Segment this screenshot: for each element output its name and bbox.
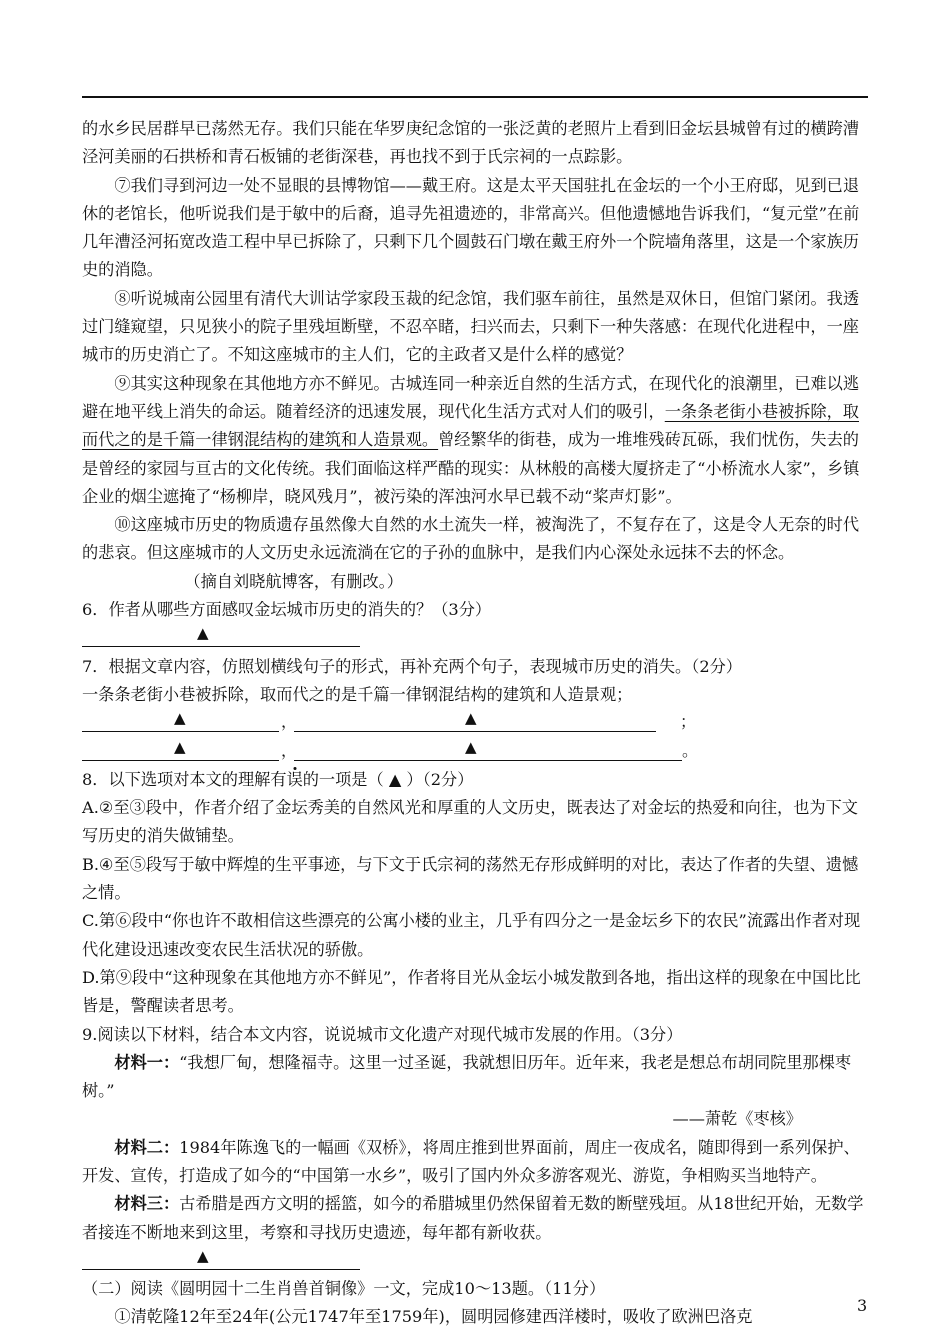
material-1-label: 材料一：	[114, 1052, 180, 1072]
material-1	[82, 1049, 872, 1134]
material-2-label: 材料二：	[114, 1137, 180, 1157]
period-separator: 。	[682, 740, 699, 760]
triangle-marker: ▲	[465, 709, 477, 728]
answer-blank[interactable]	[294, 738, 682, 761]
answer-line-q9[interactable]	[82, 1247, 872, 1275]
paragraph-9	[82, 370, 872, 511]
emphasis-char: 误	[286, 769, 303, 789]
paragraph-continued: 的水乡民居群早已荡然无存。我们只能在华罗庚纪念馆的一张泛黄的老照片上看到旧金坛县城曾有过的横跨漕泾河美丽的石拱桥和青石板铺的老街深巷，再也找不到于氏宗祠的一点踪影。	[82, 119, 859, 167]
question-6: 6．作者从哪些方面感叹金坛城市历史的消失的？（3分）	[82, 600, 492, 620]
triangle-marker: ▲	[197, 624, 209, 643]
triangle-marker: ▲	[197, 1246, 209, 1265]
paragraph-9-start: ⑨其实这种现象在其他地方亦不鲜见。古城连同一种亲近自然的生活方式，在现代化的浪潮里，已难以逃避在地平线上消失的命运。随着经济的迅速发展，现代化生活方式对人们的吸引，	[82, 373, 860, 421]
page-number: 3	[857, 1296, 868, 1315]
question-7-example: 一条条老街小巷被拆除，取而代之的是千篇一律钢混结构的建筑和人造景观；	[82, 684, 633, 704]
section-2-heading: （二）阅读《圆明园十二生肖兽首铜像》一文，完成10～13题。（11分）	[82, 1279, 606, 1299]
material-3-label: 材料三：	[114, 1194, 180, 1214]
section-2-paragraph-1: ①清乾隆12年至24年(公元1747年至1759年)，圆明园修建西洋楼时，吸收了欧洲巴洛克	[114, 1307, 753, 1327]
option-d[interactable]: D.第⑨段中“这种现象在其他地方亦不鲜见”，作者将目光从金坛小城发散到各地，指出这样的现象在中国比比皆是，警醒读者思考。	[82, 967, 861, 1016]
answer-line-q7-2[interactable]	[82, 738, 872, 766]
material-3-text: 古希腊是西方文明的摇篮，如今的希腊城里仍然保留着无数的断壁残垣。从18世纪开始，无数学者接连不断地来到这里，考察和寻找历史遗迹，每年都有新收获。	[82, 1194, 864, 1242]
material-2	[82, 1134, 872, 1191]
comma-separator: ，	[281, 740, 298, 760]
question-7: 7．根据文章内容，仿照划横线句子的形式，再补充两个句子，表现城市历史的消失。（2分）	[82, 656, 742, 676]
triangle-marker: ▲	[174, 737, 186, 756]
paragraph-9-end: 曾经繁华的街巷，成为一堆堆残砖瓦砾，我们忧伤，失去的是曾经的家园与亘古的文化传统。我们面临这样严酷的现实：从林般的高楼大厦挤走了“小桥流水人家”，乡镇企业的烟尘遮掩了“杨柳岸，晓风残月”，被污染的浑浊河水早已载不动“桨声灯影”。	[82, 430, 860, 506]
paragraph-10	[82, 511, 872, 596]
comma-separator: ，	[281, 712, 298, 732]
paragraph-8: ⑧听说城南公园里有清代大训诂学家段玉裁的纪念馆，我们驱车前往，虽然是双休日，但馆门紧闭。我透过门缝窥望，只见狭小的院子里残垣断壁，不忍卒睹，扫兴而去，只剩下一种失落感：在现代化进程中，一座城市的历史消亡了。不知这座城市的主人们，它的主政者又是什么样的感觉？	[82, 288, 860, 365]
option-c[interactable]: C.第⑥段中“你也许不敢相信这些漂亮的公寓小楼的业主，几乎有四分之一是金坛乡下的农民”流露出作者对现代化建设迅速改变农民生活状况的骄傲。	[82, 911, 861, 959]
option-a[interactable]: A.②至③段中，作者介绍了金坛秀美的自然风光和厚重的人文历史，既表达了对金坛的热爱和向往，也为下文写历史的消失做铺垫。	[82, 798, 858, 846]
triangle-marker: ▲	[465, 737, 477, 756]
header-rule	[82, 96, 868, 98]
triangle-marker: ▲	[174, 709, 186, 728]
option-b[interactable]: B.④至⑤段写于敏中辉煌的生平事迹，与下文于氏宗祠的荡然无存形成鲜明的对比，表达了作者的失望、遗憾之情。	[82, 854, 859, 903]
page-content	[82, 115, 872, 1332]
material-1-attribution: ——萧乾《枣核》	[672, 1109, 802, 1129]
answer-line-q6[interactable]	[82, 624, 872, 652]
question-8	[82, 766, 872, 794]
question-9: 9.阅读以下材料，结合本文内容，说说城市文化遗产对现代城市发展的作用。（3分）	[82, 1024, 683, 1044]
material-3	[82, 1190, 872, 1247]
semicolon-separator: ；	[680, 712, 697, 732]
material-2-text: 1984年陈逸飞的一幅画《双桥》，将周庄推到世界面前，周庄一夜成名，随即得到一系列保护、开发、宣传，打造成了如今的“中国第一水乡”，吸引了国内外众多游客观光、游览，争相购买当地特产。	[82, 1137, 860, 1185]
answer-line-q7-1[interactable]	[82, 709, 872, 737]
underlined-sentence: 一条条老街小巷被拆除，取而代之的是千篇一律钢混结构的建筑和人造景观。	[82, 401, 859, 450]
question-8-start: 8．以下选项对本文的理解有	[82, 769, 287, 789]
material-1-text: “我想厂甸，想隆福寺。这里一过圣诞，我就想旧历年。近年来，我老是想总布胡同院里那棵枣树。”	[82, 1052, 852, 1101]
paragraph-10-text: ⑩这座城市历史的物质遗存虽然像大自然的水土流失一样，被淘洗了，不复存在了，这是令人无奈的时代的悲哀。但这座城市的人文历史永远流淌在它的子孙的血脉中，是我们内心深处永远抹不去的怀念。	[82, 515, 860, 563]
question-8-end: 的一项是（ ▲ ）（2分）	[302, 769, 474, 789]
source-note: （摘自刘晓航博客，有删改。）	[184, 571, 403, 591]
answer-blank[interactable]	[82, 624, 360, 647]
answer-blank[interactable]	[82, 1247, 360, 1270]
paragraph-7: ⑦我们寻到河边一处不显眼的县博物馆——戴王府。这是太平天国驻扎在金坛的一个小王府邸，见到已退休的老馆长，他听说我们是于敏中的后裔，追寻先祖遗迹的，非常高兴。但他遗憾地告诉我们，“复元堂”在前几年漕泾河拓宽改造工程中早已拆除了，只剩下几个圆鼓石门墩在戴王府外一个院墙角落里，这是一个家族历史的消隐。	[82, 175, 860, 280]
